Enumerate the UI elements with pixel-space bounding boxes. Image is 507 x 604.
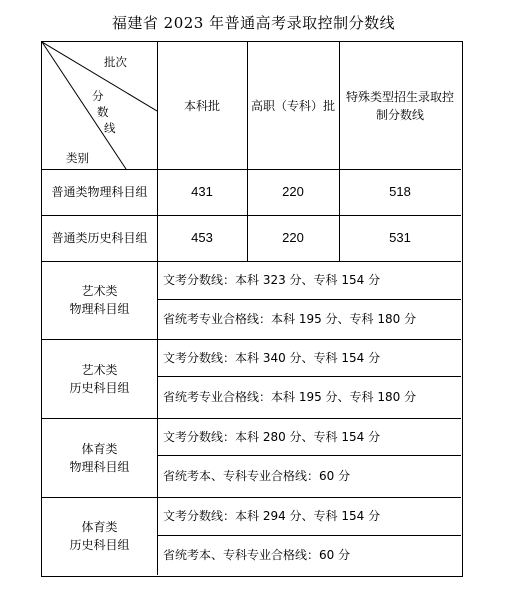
group-line-culture-score: 文考分数线：本科 340 分、专科 154 分 — [163, 350, 381, 365]
corner-label-batch: 批次 — [104, 55, 127, 69]
grid-line — [42, 497, 461, 498]
score-table — [41, 41, 463, 577]
group-category: 体育类 — [81, 520, 118, 534]
group-line-culture-score: 文考分数线：本科 323 分、专科 154 分 — [163, 273, 381, 287]
grid-line — [42, 261, 461, 262]
group-category: 艺术类 — [81, 362, 118, 377]
group-category: 体育类 — [81, 441, 118, 456]
group-category: 艺术类 — [81, 284, 118, 298]
corner-label-score-2: 数 — [97, 105, 109, 119]
grid-line — [157, 376, 461, 377]
row-history-undergrad-score: 453 — [191, 230, 213, 245]
corner-label-score-3: 线 — [104, 121, 116, 135]
header-vocational: 高职（专科）批 — [250, 98, 335, 113]
grid-line — [42, 215, 461, 216]
grid-line — [247, 42, 248, 261]
group-line-culture-score: 文考分数线：本科 294 分、专科 154 分 — [163, 509, 381, 523]
group-subject: 物理科目组 — [69, 302, 130, 316]
grid-line — [339, 42, 340, 261]
grid-line — [42, 169, 461, 170]
group-line-culture-score: 文考分数线：本科 280 分、专科 154 分 — [163, 429, 381, 444]
group-label-sports-history — [42, 497, 157, 575]
row-history-special-score: 531 — [389, 230, 411, 245]
grid-line — [157, 299, 461, 300]
header-special: 特殊类型招生录取控制分数线 — [345, 89, 454, 122]
row-label-history: 普通类历史科目组 — [51, 231, 148, 245]
group-line-pro-score: 省统考专业合格线：本科 195 分、专科 180 分 — [163, 390, 417, 404]
group-line-pro-score: 省统考本、专科专业合格线：60 分 — [163, 469, 351, 483]
group-label-sports-physics — [42, 418, 157, 497]
corner-label-score-1: 分 — [92, 89, 104, 103]
grid-line — [157, 455, 461, 456]
group-line-pro-score: 省统考本、专科专业合格线：60 分 — [163, 548, 351, 562]
group-subject: 历史科目组 — [69, 538, 130, 552]
row-physics-special-score: 518 — [389, 184, 411, 199]
group-label-arts-physics — [42, 261, 157, 339]
row-label-physics: 普通类物理科目组 — [51, 185, 148, 199]
header-undergrad: 本科批 — [183, 98, 220, 113]
grid-line — [157, 42, 158, 575]
grid-line — [42, 339, 461, 340]
group-subject: 历史科目组 — [69, 380, 130, 395]
group-subject: 物理科目组 — [69, 459, 130, 474]
page-title: 福建省 2023 年普通高考录取控制分数线 — [111, 14, 396, 32]
grid-line — [157, 535, 461, 536]
group-label-arts-history — [42, 339, 157, 418]
row-history-vocational-score: 220 — [282, 230, 304, 245]
corner-label-category: 类别 — [66, 151, 89, 165]
group-line-pro-score: 省统考专业合格线：本科 195 分、专科 180 分 — [163, 312, 417, 326]
row-physics-vocational-score: 220 — [282, 184, 304, 199]
grid-line — [42, 418, 461, 419]
row-physics-undergrad-score: 431 — [191, 184, 213, 199]
